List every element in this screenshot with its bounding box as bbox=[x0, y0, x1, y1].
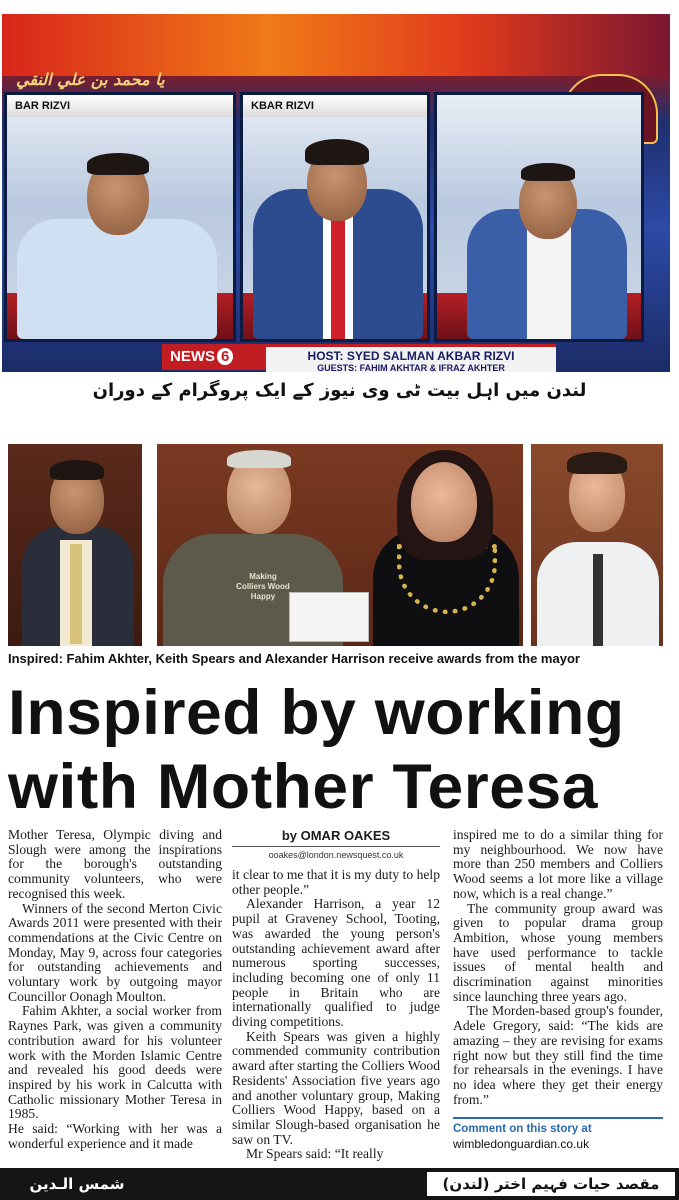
comment-label: Comment on this story at bbox=[453, 1123, 592, 1136]
guest-left bbox=[17, 219, 217, 339]
tv-studio-banner bbox=[2, 14, 670, 76]
footer-section-title: شمس الـدین bbox=[29, 1175, 125, 1193]
byline: by OMAR OAKES bbox=[232, 828, 440, 847]
tv-panel-left bbox=[4, 92, 236, 342]
photo-keith-spears-and-mayor bbox=[157, 444, 523, 646]
tv-arabic-overlay: يا محمد بن علي النقي bbox=[16, 70, 165, 89]
tv-panel-tag: KBAR RIZVI bbox=[243, 95, 427, 117]
article-column-1 bbox=[8, 828, 222, 1151]
headline-line-2: with Mother Teresa bbox=[8, 752, 599, 822]
author-email: ooakes@london.newsquest.co.uk bbox=[268, 850, 404, 860]
paragraph: Keith Spears was given a highly commended community contribution award after starting the Colliers Wood Residents' Association five years ago and another voluntary group, Making Colliers Wood Happy, based on a similar Slough-based organisation he saw on TV. bbox=[232, 1028, 440, 1147]
comment-box bbox=[453, 1117, 663, 1151]
paragraph: Alexander Harrison, a year 12 pupil at Graveney School, Tooting, was awarded the young person's outstanding achievement award after numerous sporting successes, including becoming one of only 11 people in Britain who are internationally qualified to judge diving competitions. bbox=[232, 896, 440, 1030]
shirt-text: Making Colliers Wood Happy bbox=[236, 572, 290, 601]
photo-alexander-harrison bbox=[531, 444, 663, 646]
tie bbox=[70, 544, 82, 644]
paragraph: Mr Spears said: “It really bbox=[246, 1146, 384, 1162]
headline-line-1: Inspired by working bbox=[8, 678, 625, 748]
article-headline bbox=[8, 676, 679, 824]
article-column-2 bbox=[232, 828, 440, 1162]
tv-host-line: HOST: SYED SALMAN AKBAR RIZVI bbox=[307, 349, 515, 363]
urdu-photo-caption: لندن میں اہل بیت ٹی وی نیوز کے ایک پروگرام کے دوران bbox=[92, 380, 587, 401]
tie bbox=[593, 554, 603, 646]
photo-fahim-akhter bbox=[8, 444, 142, 646]
footer-author-credit: مقصد حیات فہیم اختر (لندن) bbox=[427, 1172, 675, 1196]
paragraph: inspired me to do a similar thing for my neighbourhood. We now have more than 250 members and Colliers Wood seems a lot more like a village now, which is a real change.” bbox=[453, 827, 663, 901]
paragraph: it clear to me that it is my duty to help other people.” bbox=[232, 867, 440, 897]
photo-caption: Inspired: Fahim Akhter, Keith Spears and Alexander Harrison receive awards from the mayor bbox=[8, 651, 580, 666]
tv-still-photo bbox=[2, 14, 670, 372]
tv-panel-center bbox=[240, 92, 430, 342]
article-column-3 bbox=[453, 828, 663, 1152]
host-tie bbox=[331, 205, 345, 342]
paragraph: Fahim Akhter, a social worker from Raynes Park, was given a community contribution award for his volunteer work with the Morden Islamic Centre and revealed his good deeds were inspired by his work in Calcutta with Catholic missionary Mother Teresa in 1985. bbox=[8, 1003, 222, 1122]
paragraph: Winners of the second Merton Civic Awards 2011 were presented with their commendations at the Civic Centre on Monday, May 9, across four categories for outstanding achievements and voluntary work by outgoing mayor Councillor Oonagh Moulton. bbox=[8, 900, 222, 1004]
paragraph: He said: “Working with her was a wonderful experience and it made bbox=[8, 1121, 222, 1151]
paragraph: The Morden-based group's founder, Adele Gregory, said: “The kids are amazing – they are revising for exams right now but they still find the time for rehearsals in the evenings. I have no idea where they get their energy from.” bbox=[453, 1003, 663, 1107]
tv-panel-tag: BAR RIZVI bbox=[7, 95, 233, 117]
tv-panel-right bbox=[434, 92, 644, 342]
paragraph: The community group award was given to popular drama group Ambition, whose young members have used performance to tackle issues of mental health and discrimination against minorities since launching three years ago. bbox=[453, 900, 663, 1004]
footer-bar bbox=[0, 1168, 679, 1200]
award-certificate bbox=[289, 592, 369, 642]
tv-lower-third bbox=[266, 344, 556, 372]
tv-channel-logo: NEWS 6 bbox=[162, 344, 266, 370]
tv-guests-line: GUESTS: FAHIM AKHTAR & IFRAZ AKHTER bbox=[317, 363, 505, 372]
paragraph: Mother Teresa, Olympic diving and Slough were among the inspirations for the borough's outstanding community volunteers, who were recognised this week. bbox=[8, 827, 222, 901]
comment-link[interactable]: wimbledonguardian.co.uk bbox=[453, 1137, 590, 1152]
